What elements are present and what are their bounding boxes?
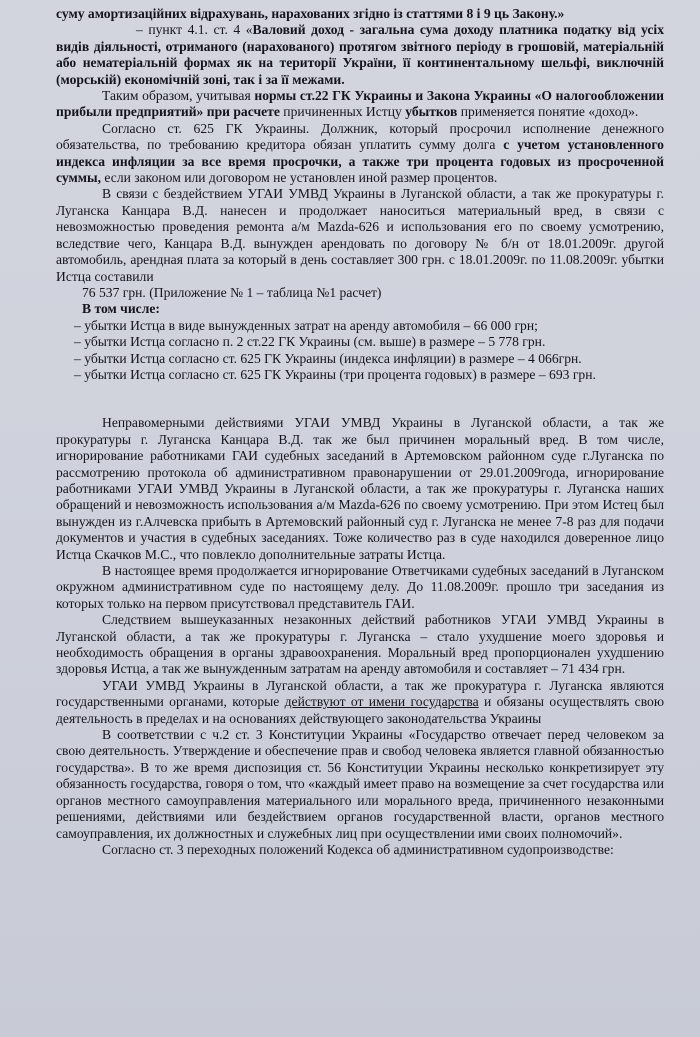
text-run: если законом или договором не установлен иной размер процентов. — [101, 170, 498, 186]
quote-tail-text: суму амортизаційних відрахувань, нарахованих згідно із статтями 8 і 9 ць Закону.» — [56, 6, 565, 21]
blank-line — [56, 383, 664, 399]
gross-income-definition — [56, 22, 664, 88]
underlined-run: действуют от имени государства — [284, 694, 479, 710]
list-item: – убытки Истца в виде вынужденных затрат на аренду автомобиля – 66 000 грн; — [74, 317, 538, 333]
bold-run: убытков — [405, 104, 458, 120]
bold-run: с учетом установленного индекса инфляции за все время просрочки, а также три процента годовых из просроченной суммы, — [56, 137, 664, 186]
text-run: Согласно ст. 625 ГК Украины. Должник, который просрочил исполнение денежного обязательства, по требованию кредитора обязан уплатить сумму долга — [56, 120, 664, 153]
paragraph-material-damage: В связи с бездействием УГАИ УМВД Украины в Луганской области, а так же прокуратуры г. Луганска Канцара В.Д. нанесен и продолжает наноситься материальный вред, в связи с невозможностью проведения ремонта а/м Mazda-626 и использования его по своему усмотрению, вследствие чего, Канцара В.Д. вынужден арендовать по договору № б/н от 18.01.2009г. другой автомобиль, арендная плата за который в день составляет 300 грн. с 18.01.2009г. по 11.08.2009г. убытки Истца составили — [56, 186, 664, 284]
text-run: Таким образом, учитывая — [102, 88, 255, 104]
bold-run: нормы ст.22 ГК Украины и Закона Украины «О налогообложении прибыли предприятий» при расчете — [56, 88, 664, 120]
clause-text: Валовий доход - загальна сума доходу платника податку від усіх видів діяльності, отриманого (нарахованого) протягом звітного періоду в грошовій, матеріальній або нематеріальній формах як на території України, її континентальному шельфі, виключній (морській) економічній зоні, так і за її межами. — [56, 22, 665, 87]
paragraph-health-consequences: Следствием вышеуказанных незаконных действий работников УГАИ УМВД Украины в Луганской области, а так же прокуратуры г. Луганска – стало ухудшение моего здоровья и необходимость обращения в органы здравоохранения. Моральный вред пропорционален ухудшению здоровья Истца, а так же вынужденным затратам на аренду автомобиля и составляет – 71 434 грн. — [56, 612, 664, 677]
damage-amount: 76 537 грн. (Приложение № 1 – таблица №1 расчет) — [82, 284, 382, 300]
list-item: – убытки Истца согласно ст. 625 ГК Украины (три процента годовых) в размере – 693 грн. — [74, 366, 596, 382]
paragraph-constitution: В соответствии с ч.2 ст. 3 Конституции Украины «Государство отвечает перед человеком за свою деятельность. Утверждение и обеспечение прав и свобод человека является главной обязанностью государства». В то же время диспозиция ст. 56 Конституции Украины несколько конкретизирует эту обязанность государства, говоря о том, что «каждый имеет право на возмещение за счет государства или органов местного самоуправления материального или морального вреда, причиненного незаконными решениями, действиями или бездействием органов государственной власти, органов местного самоуправления, их должностных и служебных лиц при осуществлении ими своих полномочий». — [56, 727, 664, 841]
ukrainian-quote-tail — [56, 6, 664, 22]
paragraph-state-bodies — [56, 678, 664, 727]
list-item: – убытки Истца согласно ст. 625 ГК Украины (индекса инфляции) в размере – 4 066грн. — [74, 350, 582, 366]
damage-breakdown-list — [56, 318, 664, 384]
text-run: и обязаны осуществлять свою деятельность в пределах и на основаниях действующего законодательства Украины — [56, 694, 664, 726]
text-run: УГАИ УМВД Украины в Луганской области, а так же прокуратура г. Луганска являются государственными органами, которые — [56, 677, 664, 710]
paragraph-ongoing-ignoring: В настоящее время продолжается игнорирование Ответчиками судебных заседаний в Луганском окружном административном суде по настоящему делу. До 11.08.2009г. прошло три заседания из которых только на первом присутствовал представитель ГАИ. — [56, 563, 664, 611]
blank-line — [56, 399, 664, 415]
paragraph-income-concept — [56, 88, 664, 121]
text-run: применяется понятие «доход». — [457, 104, 639, 120]
paragraph-transitional-provisions: Согласно ст. 3 переходных положений Кодекса об административном судопроизводстве: — [102, 841, 614, 857]
list-header: В том числе: — [82, 301, 160, 317]
clause-ref: – пункт 4.1. ст. 4 « — [136, 22, 253, 38]
text-run: причиненных Истцу — [279, 104, 406, 120]
paragraph-article-625 — [56, 121, 664, 187]
list-item: – убытки Истца согласно п. 2 ст.22 ГК Украины (см. выше) в размере – 5 778 грн. — [74, 334, 546, 350]
paragraph-moral-damage: Неправомерными действиями УГАИ УМВД Украины в Луганской области, а так же прокуратуры г. Луганска Канцара В.Д. так же был причинен моральный вред. В том числе, игнорирование работниками ГАИ судебных заседаний в Артемовском районном суде г.Луганска по рассмотрению протокола об административном правонарушении от 29.01.2009года, игнорирование работниками УГАИ УМВД Украины в Луганской области, а так же прокуратуры г. Луганска наших обращений и невозможность использования а/м Mazda-626 по своему усмотрению. При этом Истец был вынужден из г.Алчевска прибыть в Артемовский районный суд г. Луганска не менее 7-8 раз для подачи документов и участия в судебных заседаниях. Тоже количество раз в суде находился доверенное лицо Истца Скачков М.С., что повлекло дополнительные затраты Истца. — [56, 415, 664, 562]
